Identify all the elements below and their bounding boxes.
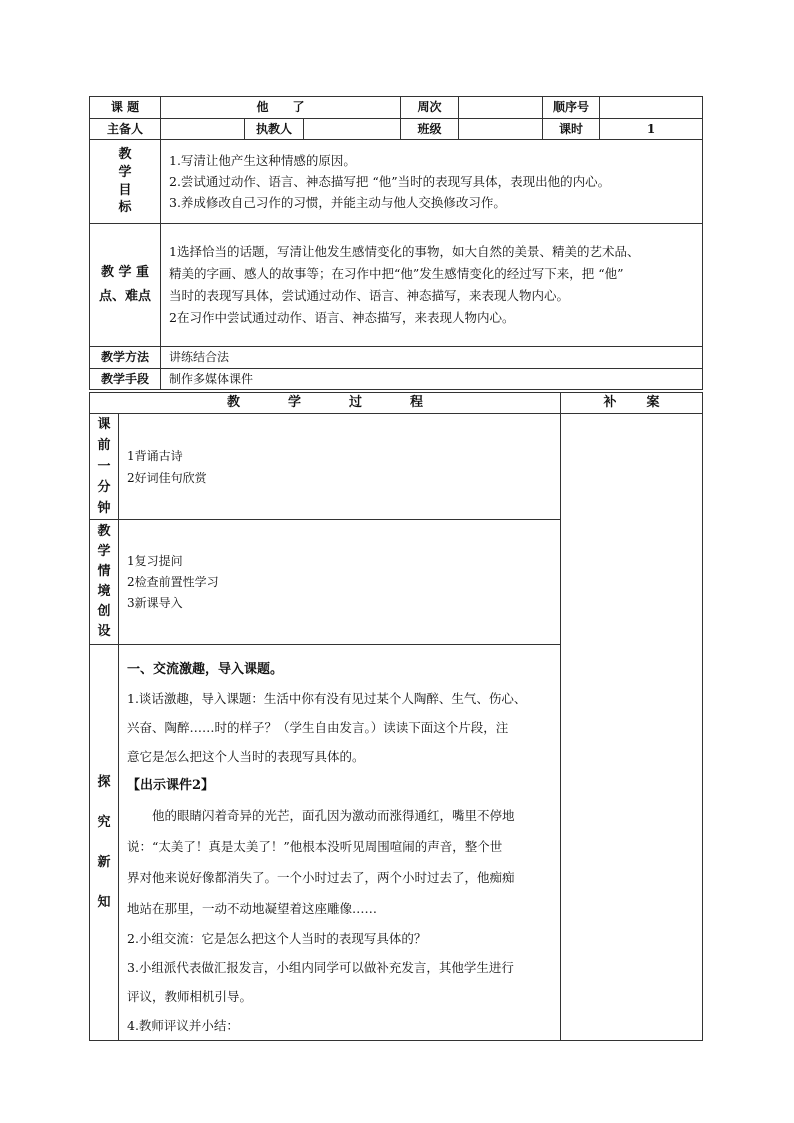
goals-label-char: 学	[118, 164, 132, 180]
supplement-header-char: 案	[646, 395, 660, 411]
supplement-column	[561, 414, 703, 1041]
key-point-line: 2在习作中尝试通过动作、语言、神态描写，来表现人物内心。	[169, 310, 515, 325]
key-points-label-line: 点、难点	[98, 289, 151, 304]
explore-label-char: 探	[97, 774, 111, 790]
goals-label-char: 教	[118, 147, 132, 163]
pre-class-label-char: 课	[97, 417, 111, 432]
explore-after-line: 3.小组派代表做汇报发言，小组内同学可以做补充发言，其他学生进行	[127, 960, 514, 975]
passage-line: 他的眼睛闪着奇异的光芒，面孔因为激动而涨得通红，嘴里不停地	[127, 808, 515, 823]
passage-line: 界对他来说好像都消失了。一个小时过去了，两个小时过去了，他痴痴	[127, 870, 515, 885]
means-value: 制作多媒体课件	[161, 369, 703, 390]
situation-item: 1复习提问	[127, 553, 183, 568]
order-label: 顺序号	[543, 97, 600, 119]
period-value: 1	[600, 119, 703, 140]
explore-after-line: 2.小组交流：它是怎么把这个人当时的表现写具体的？	[127, 931, 427, 946]
class-label: 班级	[401, 119, 459, 140]
goals-label-char: 目	[118, 182, 132, 198]
explore-label-char: 知	[97, 894, 111, 910]
situation-label-char: 设	[97, 624, 111, 639]
supplement-header-char: 补	[603, 395, 617, 411]
pre-class-item: 2好词佳句欣赏	[127, 470, 207, 485]
explore-line: 兴奋、陶醉……时的样子？（学生自由发言。）读读下面这个片段，注	[127, 720, 509, 735]
key-point-line: 1选择恰当的话题，写清让他发生感情变化的事物，如大自然的美景、精美的艺术品、	[169, 244, 640, 259]
situation-item: 3新课导入	[127, 595, 183, 610]
ppt-label: 【出示课件2】	[127, 778, 215, 793]
topic-value: 他 了	[161, 97, 401, 119]
explore-line: 意它是怎么把这个人当时的表现写具体的。	[127, 749, 365, 764]
explore-line: 1.谈话激趣，导入课题：生活中你有没有见过某个人陶醉、生气、伤心、	[127, 691, 527, 706]
preparer-value	[161, 119, 245, 140]
teaching-process-table	[89, 392, 703, 1041]
pre-class-label-char: 分	[97, 480, 111, 495]
means-label: 教学手段	[90, 369, 161, 390]
preparer-label: 主备人	[90, 119, 161, 140]
process-header	[90, 393, 561, 414]
passage-line: 说：“太美了！真是太美了！”他根本没听见周围喧闹的声音，整个世	[127, 839, 503, 854]
situation-item: 2检查前置性学习	[127, 574, 219, 589]
class-value	[459, 119, 543, 140]
pre-class-label-char: 前	[97, 438, 111, 453]
pre-class-content	[119, 414, 561, 520]
situation-label	[90, 520, 119, 645]
pre-class-label-char: 一	[97, 459, 111, 474]
explore-label-char: 究	[97, 814, 111, 830]
explore-after-line: 4.教师评议并小结：	[127, 1018, 239, 1033]
process-header-char: 学	[287, 395, 301, 411]
process-header-char: 程	[410, 395, 424, 411]
situation-label-char: 境	[97, 584, 111, 599]
passage-line: 地站在那里，一动不动地凝望着这座雕像……	[127, 901, 378, 916]
explore-label	[90, 645, 119, 1041]
method-value: 讲练结合法	[161, 347, 703, 369]
explore-content	[119, 645, 561, 1041]
situation-label-char: 学	[97, 544, 111, 559]
key-point-line: 精美的字画、感人的故事等；在习作中把“他”发生感情变化的经过写下来，把 “他”	[169, 266, 624, 281]
lesson-info-table	[89, 96, 703, 390]
period-label: 课时	[543, 119, 600, 140]
method-label: 教学方法	[90, 347, 161, 369]
situation-label-char: 教	[97, 524, 111, 539]
zhouci-value	[459, 97, 543, 119]
order-value	[600, 97, 703, 119]
pre-class-label-char: 钟	[97, 501, 111, 516]
process-header-char: 过	[349, 395, 363, 411]
pre-class-label	[90, 414, 119, 520]
supplement-header	[561, 393, 703, 414]
explore-heading: 一、交流激趣，导入课题。	[127, 662, 284, 677]
zhouci-label: 周次	[401, 97, 459, 119]
key-points-label-line: 教 学 重	[100, 265, 150, 280]
key-point-line: 当时的表现写具体，尝试通过动作、语言、神态描写，来表现人物内心。	[169, 288, 570, 303]
teacher-label: 执教人	[245, 119, 304, 140]
process-header-char: 教	[226, 395, 240, 411]
situation-content	[119, 520, 561, 645]
topic-label: 课 题	[90, 97, 161, 119]
goals-label	[90, 140, 161, 224]
goal-line: 3.养成修改自己习作的习惯，并能主动与他人交换修改习作。	[169, 195, 506, 210]
pre-class-item: 1背诵古诗	[127, 448, 183, 463]
explore-after-line: 评议，教师相机引导。	[127, 989, 253, 1004]
teacher-value	[304, 119, 401, 140]
key-points-label	[90, 224, 161, 347]
goal-line: 1.写清让他产生这种情感的原因。	[169, 153, 356, 168]
goal-line: 2.尝试通过动作、语言、神态描写把 “他”当时的表现写具体，表现出他的内心。	[169, 174, 611, 189]
situation-label-char: 创	[97, 604, 111, 619]
situation-label-char: 情	[97, 564, 111, 579]
key-points-content	[161, 224, 703, 347]
goals-label-char: 标	[118, 200, 132, 216]
goals-content	[161, 140, 703, 224]
explore-label-char: 新	[97, 854, 111, 870]
